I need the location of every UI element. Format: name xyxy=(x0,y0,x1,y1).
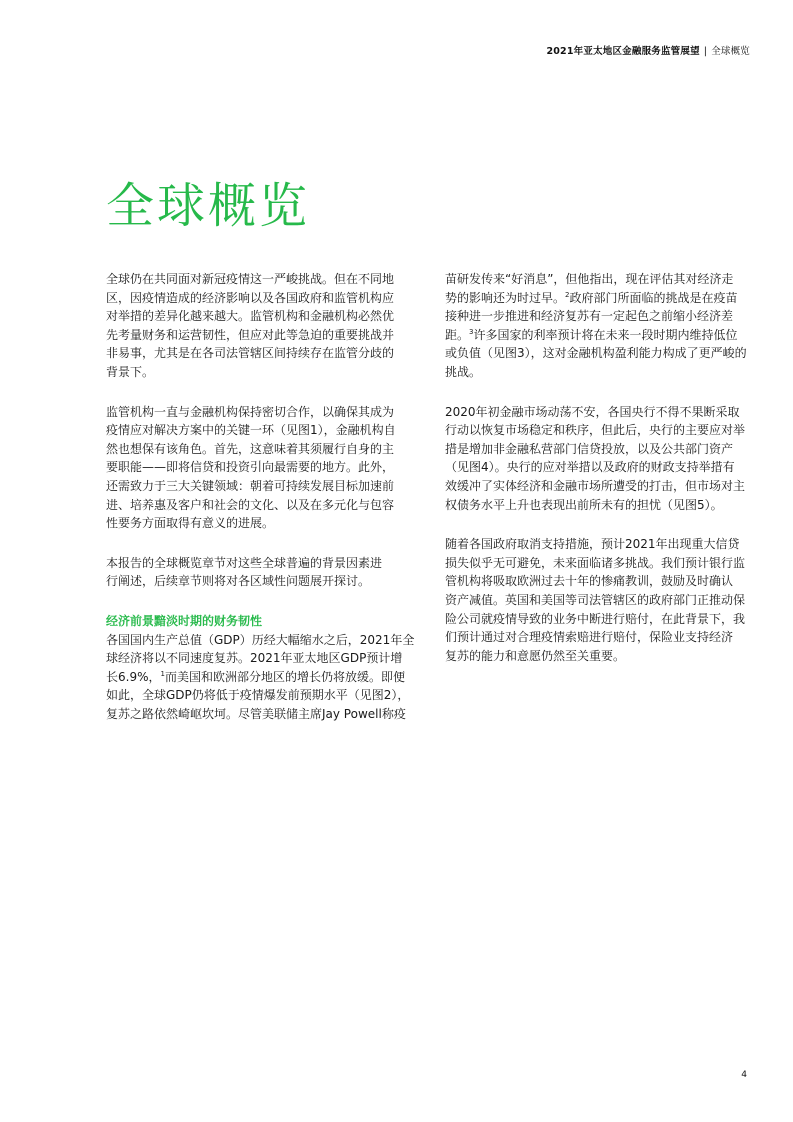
text-line: 挑战。 xyxy=(445,364,482,379)
text-line: 险公司就疫情导致的业务中断进行赔付，在此背景下，我 xyxy=(445,611,746,626)
text-fragment: 距。 xyxy=(445,327,470,342)
footnote-marker: 3 xyxy=(469,327,474,336)
text-line: 权债务水平上升也表现出前所未有的担忧（见图5）。 xyxy=(445,497,723,512)
right-paragraph-3 xyxy=(445,535,745,665)
text-line xyxy=(445,326,745,345)
text-line: 背景下。 xyxy=(106,364,155,379)
text-line: 全球仍在共同面对新冠疫情这一严峻挑战。但在不同地 xyxy=(106,272,395,286)
left-paragraph-1 xyxy=(106,270,406,382)
text-line: 先考量财务和运营韧性，但应对此等急迫的重要挑战并 xyxy=(106,327,395,342)
text-fragment: 而美国和欧洲部分地区的增长仍将放缓。即便 xyxy=(164,669,405,684)
text-line: 们预计通过对合理疫情索赔进行赔付，保险业支持经济 xyxy=(445,630,734,645)
page-number: 4 xyxy=(741,1070,747,1080)
footnote-marker: 1 xyxy=(160,669,165,678)
right-paragraph-1 xyxy=(445,270,745,382)
left-column xyxy=(106,270,415,744)
section-subheading: 经济前景黯淡时期的财务韧性 xyxy=(106,613,263,628)
left-paragraph-2 xyxy=(106,403,406,533)
right-column xyxy=(445,270,745,686)
text-fragment: 许多国家的利率预计将在未来一段时期内维持低位 xyxy=(473,327,738,342)
text-line: 性要务方面取得有意义的进展。 xyxy=(106,516,275,531)
text-line: 随着各国政府取消支持措施，预计2021年出现重大信贷 xyxy=(445,537,740,552)
text-line xyxy=(106,668,406,687)
right-paragraph-2 xyxy=(445,403,745,515)
text-line: 球经济将以不同速度复苏。2021年亚太地区GDP预计增 xyxy=(106,651,403,666)
text-line: 要职能——即将信贷和投资引向最需要的地方。此外， xyxy=(106,460,395,475)
text-fragment: 势的影响还为时过早。 xyxy=(445,290,566,305)
text-line: 损失似乎无可避免，未来面临诸多挑战。我们预计银行监 xyxy=(445,555,746,570)
text-line: 还需致力于三大关键领域：朝着可持续发展目标加速前 xyxy=(106,478,395,493)
text-line: 各国国内生产总值（GDP）历经大幅缩水之后，2021年全 xyxy=(106,632,415,647)
text-line: 复苏的能力和意愿仍然至关重要。 xyxy=(445,648,626,663)
text-line: 非易事，尤其是在各司法管辖区间持续存在监管分歧的 xyxy=(106,346,395,361)
text-line xyxy=(445,289,745,308)
page-title: 全球概览 xyxy=(106,178,311,234)
text-line: 如此，全球GDP仍将低于疫情爆发前预期水平（见图2）， xyxy=(106,688,410,703)
text-line: 对举措的差异化越来越大。监管机构和金融机构必然优 xyxy=(106,309,395,324)
text-line: 然也想保有该角色。首先，这意味着其须履行自身的主 xyxy=(106,441,395,456)
header-separator: | xyxy=(703,46,708,57)
text-line: 或负值（见图3），这对金融机构盈利能力构成了更严峻的 xyxy=(445,346,747,361)
text-line: 监管机构一直与金融机构保持密切合作，以确保其成为 xyxy=(106,404,395,419)
text-line: 效缓冲了实体经济和金融市场所遭受的打击，但市场对主 xyxy=(445,478,746,493)
running-header xyxy=(546,43,750,57)
text-line: 接种进一步推进和经济复苏有一定起色之前缩小经济差 xyxy=(445,309,734,324)
text-line: 复苏之路依然崎岖坎坷。尽管美联储主席Jay Powell称疫 xyxy=(106,706,406,721)
text-fragment: 政府部门所面临的挑战是在疫苗 xyxy=(569,290,738,305)
left-paragraph-4 xyxy=(106,631,415,724)
text-line: 行阐述，后续章节则将对各区域性问题展开探讨。 xyxy=(106,574,371,589)
text-fragment: 长6.9%， xyxy=(106,669,161,684)
footnote-marker: 2 xyxy=(565,290,570,299)
text-line: 疫情应对解决方案中的关键一环（见图1），金融机构自 xyxy=(106,423,396,438)
header-report-title: 2021年亚太地区金融服务监管展望 xyxy=(546,46,700,57)
text-line: 2020年初金融市场动荡不安，各国央行不得不果断采取 xyxy=(445,404,740,419)
text-line: 区，因疫情造成的经济影响以及各国政府和监管机构应 xyxy=(106,290,395,305)
text-line: 资产减值。英国和美国等司法管辖区的政府部门正推动保 xyxy=(445,592,746,607)
text-line: 本报告的全球概览章节对这些全球普遍的背景因素进 xyxy=(106,555,383,570)
text-line: 苗研发传来“好消息”，但他指出，现在评估其对经济走 xyxy=(445,272,734,286)
text-line: 措是增加非金融私营部门信贷投放，以及公共部门资产 xyxy=(445,441,734,456)
header-section: 全球概览 xyxy=(711,46,750,57)
text-line: 管机构将吸取欧洲过去十年的惨痛教训，鼓励及时确认 xyxy=(445,574,734,589)
left-paragraph-3 xyxy=(106,554,406,591)
text-line: 进、培养惠及客户和社会的文化、以及在多元化与包容 xyxy=(106,497,395,512)
text-line: （见图4）。央行的应对举措以及政府的财政支持举措有 xyxy=(445,460,735,475)
text-line: 行动以恢复市场稳定和秩序，但此后，央行的主要应对举 xyxy=(445,423,746,438)
